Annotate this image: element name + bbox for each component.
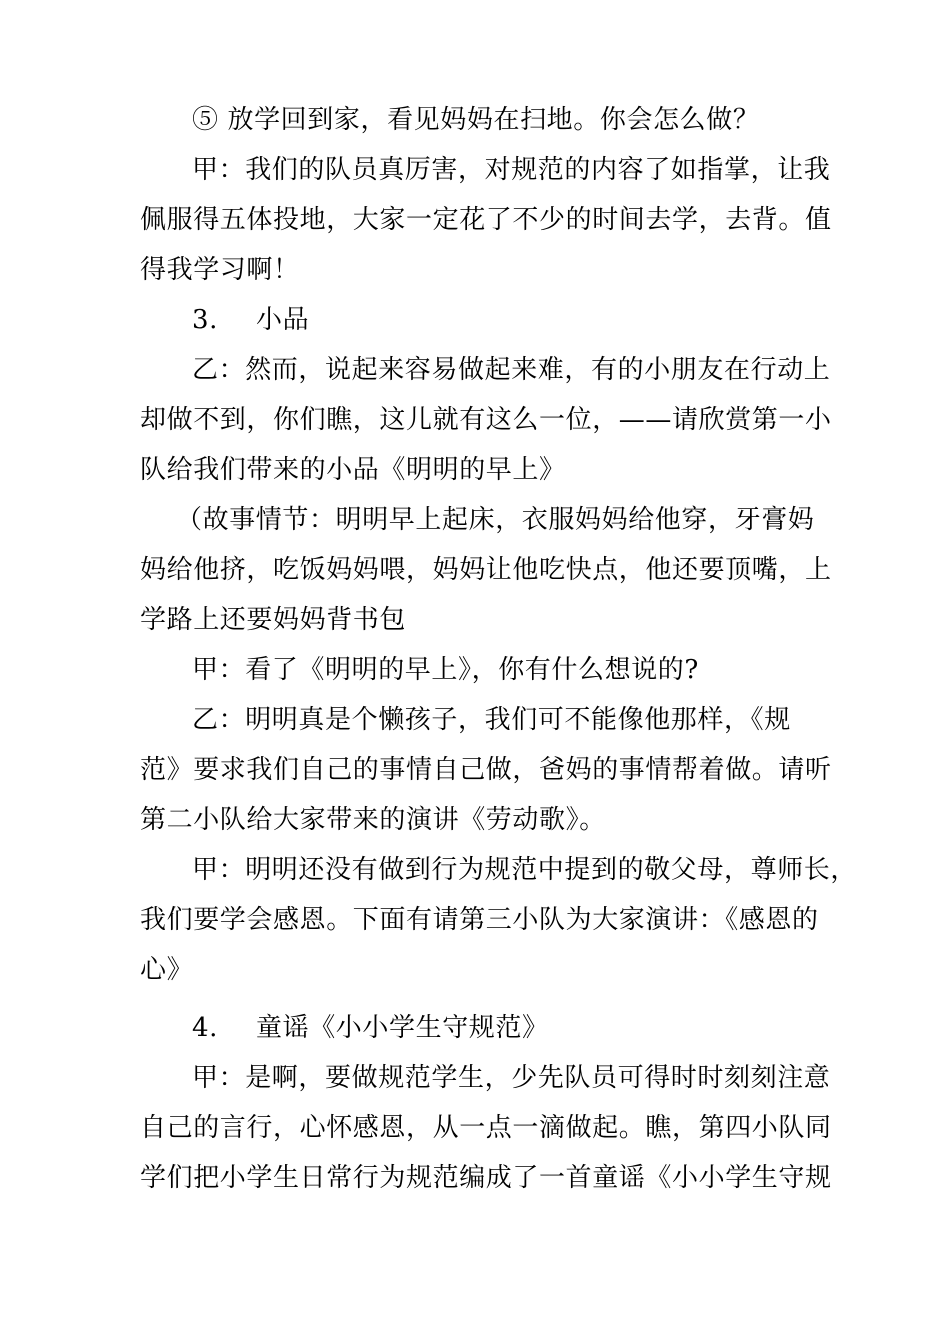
text-line: 甲：我们的队员真厉害，对规范的内容了如指掌，让我	[192, 155, 831, 185]
text-line: 心》	[140, 955, 194, 985]
section-number: 3.	[192, 305, 219, 335]
text-line: 甲：看了《明明的早上》，你有什么想说的?	[192, 655, 699, 685]
section-title: 小品	[256, 305, 310, 335]
text-line: （故事情节：明明早上起床，衣服妈妈给他穿，牙膏妈	[176, 505, 815, 535]
text-line: 自己的言行，心怀感恩，从一点一滴做起。瞧，第四小队同	[140, 1113, 832, 1143]
text-line: 乙：然而，说起来容易做起来难，有的小朋友在行动上	[192, 355, 831, 385]
text-line: 甲：是啊，要做规范学生，少先队员可得时时刻刻注意	[192, 1063, 831, 1093]
text-line: 甲：明明还没有做到行为规范中提到的敬父母，尊师长，	[192, 855, 858, 885]
text-line: 第二小队给大家带来的演讲《劳动歌》。	[140, 805, 606, 835]
text-line: 却做不到，你们瞧，这儿就有这么一位，——请欣赏第一小	[140, 405, 832, 435]
section-title: 童谣《小小学生守规范》	[256, 1013, 549, 1043]
text-line: 乙：明明真是个懒孩子，我们可不能像他那样，《规	[192, 705, 791, 735]
text-line: 得我学习啊！	[140, 255, 300, 285]
text-line: 范》要求我们自己的事情自己做，爸妈的事情帮着做。请听	[140, 755, 832, 785]
text-line: 学们把小学生日常行为规范编成了一首童谣《小小学生守规	[140, 1163, 832, 1193]
text-line: 妈给他挤，吃饭妈妈喂，妈妈让他吃快点，他还要顶嘴，上	[140, 555, 832, 585]
text-line: 我们要学会感恩。下面有请第三小队为大家演讲：《感恩的	[140, 905, 819, 935]
section-number: 4.	[192, 1013, 219, 1043]
text-line: 学路上还要妈妈背书包	[140, 605, 407, 635]
text-line: ⑤ 放学回到家，看见妈妈在扫地。你会怎么做？	[192, 105, 760, 135]
text-line: 队给我们带来的小品《明明的早上》	[140, 455, 566, 485]
text-line: 佩服得五体投地，大家一定花了不少的时间去学，去背。值	[140, 205, 832, 235]
